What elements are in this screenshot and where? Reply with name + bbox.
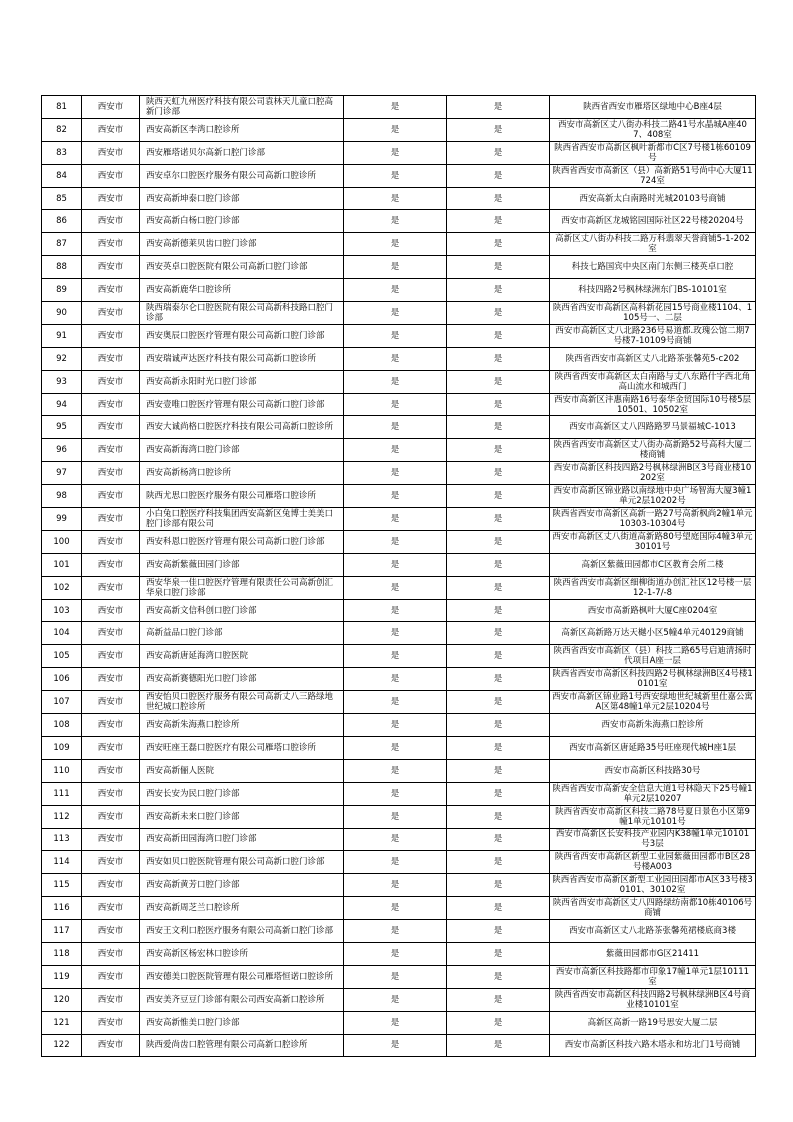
city-cell: 西安市 xyxy=(82,645,140,668)
address-cell: 西安市高新区丈八四路路罗马景福城C-1013 xyxy=(550,416,756,439)
table-row xyxy=(42,714,756,737)
table-row xyxy=(42,1011,756,1034)
address-cell: 陕西省西安市高新区丈八四路绿纺南都10栋40106号商铺 xyxy=(550,897,756,920)
city-cell: 西安市 xyxy=(82,759,140,782)
flag-b-cell: 是 xyxy=(447,691,550,714)
address-cell: 西安市高新区丈八北路236号易道都.玫瑰公馆二期7号楼7-10109号商铺 xyxy=(550,324,756,347)
flag-b-cell: 是 xyxy=(447,279,550,302)
flag-a-cell: 是 xyxy=(344,965,447,988)
city-cell: 西安市 xyxy=(82,851,140,874)
address-cell: 西安市高新区丈八街办科技二路41号水晶城A座407、408室 xyxy=(550,118,756,141)
address-cell: 西安市高新区科技六路木塔永和坊北门1号商铺 xyxy=(550,1034,756,1057)
city-cell: 西安市 xyxy=(82,462,140,485)
table-row xyxy=(42,439,756,462)
table-row xyxy=(42,210,756,233)
clinic-name-cell: 西安奥辰口腔医疗管理有限公司高新口腔门诊部 xyxy=(140,324,344,347)
flag-b-cell: 是 xyxy=(447,233,550,256)
address-cell: 陕西省西安市高新区高新一路27号高新枫尚2幢1单元10303-10304号 xyxy=(550,508,756,531)
flag-b-cell: 是 xyxy=(447,759,550,782)
city-cell: 西安市 xyxy=(82,347,140,370)
table-row xyxy=(42,324,756,347)
row-number-cell: 94 xyxy=(42,393,82,416)
table-row xyxy=(42,508,756,531)
flag-a-cell: 是 xyxy=(344,714,447,737)
city-cell: 西安市 xyxy=(82,805,140,828)
clinic-name-cell: 西安高新鹿华口腔诊所 xyxy=(140,279,344,302)
flag-b-cell: 是 xyxy=(447,324,550,347)
flag-b-cell: 是 xyxy=(447,782,550,805)
city-cell: 西安市 xyxy=(82,691,140,714)
flag-a-cell: 是 xyxy=(344,942,447,965)
clinic-name-cell: 西安高新海湾口腔门诊部 xyxy=(140,439,344,462)
address-cell: 高新区高新一路19号思安大厦二层 xyxy=(550,1011,756,1034)
clinic-table-body xyxy=(42,96,756,1057)
table-row xyxy=(42,622,756,645)
flag-a-cell: 是 xyxy=(344,118,447,141)
clinic-name-cell: 西安美齐豆豆门诊部有限公司西安高新口腔诊所 xyxy=(140,988,344,1011)
flag-b-cell: 是 xyxy=(447,347,550,370)
city-cell: 西安市 xyxy=(82,782,140,805)
table-row xyxy=(42,141,756,164)
city-cell: 西安市 xyxy=(82,1011,140,1034)
address-cell: 紫薇田园都市G区21411 xyxy=(550,942,756,965)
address-cell: 西安市高新区丈八北路茶张馨苑裙楼底商3楼 xyxy=(550,920,756,943)
clinic-name-cell: 西安高新永阳时光口腔门诊部 xyxy=(140,370,344,393)
row-number-cell: 105 xyxy=(42,645,82,668)
row-number-cell: 117 xyxy=(42,920,82,943)
address-cell: 陕西省西安市高新区新型工业园田园都市A区33号楼30101、30102室 xyxy=(550,874,756,897)
flag-a-cell: 是 xyxy=(344,324,447,347)
city-cell: 西安市 xyxy=(82,96,140,119)
row-number-cell: 113 xyxy=(42,828,82,851)
row-number-cell: 91 xyxy=(42,324,82,347)
flag-b-cell: 是 xyxy=(447,851,550,874)
city-cell: 西安市 xyxy=(82,897,140,920)
row-number-cell: 107 xyxy=(42,691,82,714)
table-row xyxy=(42,1034,756,1057)
clinic-name-cell: 陕西瑞泰尔仑口腔医院有限公司高新科技路口腔门诊部 xyxy=(140,302,344,325)
row-number-cell: 96 xyxy=(42,439,82,462)
address-cell: 西安市高新区丈八街道高新路80号望庭国际4幢3单元30101号 xyxy=(550,530,756,553)
flag-a-cell: 是 xyxy=(344,485,447,508)
address-cell: 陕西省西安市高新区高科新花园15号商业楼1104、1105号一、二层 xyxy=(550,302,756,325)
flag-b-cell: 是 xyxy=(447,897,550,920)
table-row xyxy=(42,759,756,782)
address-cell: 陕西省西安市高新区（县）高新路51号尚中心大厦11724室 xyxy=(550,164,756,187)
address-cell: 陕西省西安市高新安全信息大道1号林隐天下25号幢1单元2层10207 xyxy=(550,782,756,805)
flag-b-cell: 是 xyxy=(447,920,550,943)
flag-b-cell: 是 xyxy=(447,393,550,416)
address-cell: 西安市高新区龙城铭园国际社区22号楼20204号 xyxy=(550,210,756,233)
row-number-cell: 95 xyxy=(42,416,82,439)
city-cell: 西安市 xyxy=(82,485,140,508)
row-number-cell: 104 xyxy=(42,622,82,645)
flag-b-cell: 是 xyxy=(447,622,550,645)
clinic-name-cell: 西安壹唯口腔医疗管理有限公司高新口腔门诊部 xyxy=(140,393,344,416)
table-row xyxy=(42,965,756,988)
row-number-cell: 100 xyxy=(42,530,82,553)
flag-a-cell: 是 xyxy=(344,279,447,302)
table-row xyxy=(42,736,756,759)
clinic-name-cell: 高新益品口腔门诊部 xyxy=(140,622,344,645)
flag-b-cell: 是 xyxy=(447,416,550,439)
flag-a-cell: 是 xyxy=(344,622,447,645)
table-row xyxy=(42,279,756,302)
clinic-name-cell: 西安怡贝口腔医疗服务有限公司高新丈八三路绿地世纪城口腔诊所 xyxy=(140,691,344,714)
city-cell: 西安市 xyxy=(82,141,140,164)
table-row xyxy=(42,874,756,897)
city-cell: 西安市 xyxy=(82,965,140,988)
flag-b-cell: 是 xyxy=(447,187,550,210)
flag-b-cell: 是 xyxy=(447,965,550,988)
address-cell: 科技四路2号枫林绿洲东门BS-10101室 xyxy=(550,279,756,302)
address-cell: 高新区丈八街办科技二路万科翡翠天誉商铺5-1-202室 xyxy=(550,233,756,256)
table-row xyxy=(42,782,756,805)
table-row xyxy=(42,851,756,874)
flag-a-cell: 是 xyxy=(344,897,447,920)
clinic-name-cell: 西安长安为民口腔门诊部 xyxy=(140,782,344,805)
clinic-name-cell: 西安高新周芝兰口腔诊所 xyxy=(140,897,344,920)
row-number-cell: 99 xyxy=(42,508,82,531)
row-number-cell: 82 xyxy=(42,118,82,141)
clinic-name-cell: 西安高新文信科创口腔门诊部 xyxy=(140,599,344,622)
address-cell: 陕西省西安市高新区枫叶新都市C区7号楼1栋60109号 xyxy=(550,141,756,164)
table-row xyxy=(42,370,756,393)
flag-b-cell: 是 xyxy=(447,118,550,141)
clinic-name-cell: 西安高新未来口腔门诊部 xyxy=(140,805,344,828)
clinic-name-cell: 西安高新坤泰口腔门诊部 xyxy=(140,187,344,210)
table-row xyxy=(42,691,756,714)
clinic-name-cell: 西安王文利口腔医疗服务有限公司高新口腔门诊部 xyxy=(140,920,344,943)
flag-a-cell: 是 xyxy=(344,187,447,210)
table-row xyxy=(42,530,756,553)
flag-a-cell: 是 xyxy=(344,1011,447,1034)
row-number-cell: 118 xyxy=(42,942,82,965)
clinic-name-cell: 西安如贝口腔医院管理有限公司高新口腔门诊部 xyxy=(140,851,344,874)
table-row xyxy=(42,942,756,965)
clinic-name-cell: 西安高新黄芳口腔门诊部 xyxy=(140,874,344,897)
city-cell: 西安市 xyxy=(82,118,140,141)
table-row xyxy=(42,256,756,279)
flag-b-cell: 是 xyxy=(447,508,550,531)
city-cell: 西安市 xyxy=(82,714,140,737)
table-row xyxy=(42,347,756,370)
row-number-cell: 111 xyxy=(42,782,82,805)
address-cell: 西安市高新路枫叶大厦C座0204室 xyxy=(550,599,756,622)
row-number-cell: 89 xyxy=(42,279,82,302)
row-number-cell: 88 xyxy=(42,256,82,279)
flag-a-cell: 是 xyxy=(344,416,447,439)
city-cell: 西安市 xyxy=(82,164,140,187)
flag-b-cell: 是 xyxy=(447,576,550,599)
city-cell: 西安市 xyxy=(82,187,140,210)
address-cell: 西安市高新区科技四路2号枫林绿洲B区3号商业楼10202室 xyxy=(550,462,756,485)
city-cell: 西安市 xyxy=(82,828,140,851)
city-cell: 西安市 xyxy=(82,736,140,759)
row-number-cell: 102 xyxy=(42,576,82,599)
flag-b-cell: 是 xyxy=(447,988,550,1011)
table-row xyxy=(42,553,756,576)
table-row xyxy=(42,805,756,828)
table-row xyxy=(42,187,756,210)
table-row xyxy=(42,988,756,1011)
flag-b-cell: 是 xyxy=(447,553,550,576)
address-cell: 西安市高新区科技路都市印象17幢1单元1层10111室 xyxy=(550,965,756,988)
table-row xyxy=(42,416,756,439)
table-row xyxy=(42,920,756,943)
flag-a-cell: 是 xyxy=(344,233,447,256)
address-cell: 西安市高新区唐延路35号旺座现代城H座1层 xyxy=(550,736,756,759)
clinic-name-cell: 西安高新唐延海湾口腔医院 xyxy=(140,645,344,668)
city-cell: 西安市 xyxy=(82,233,140,256)
flag-a-cell: 是 xyxy=(344,874,447,897)
clinic-name-cell: 陕西爱尚齿口腔管理有限公司高新口腔诊所 xyxy=(140,1034,344,1057)
flag-b-cell: 是 xyxy=(447,736,550,759)
clinic-name-cell: 西安高新区杨宏林口腔诊所 xyxy=(140,942,344,965)
city-cell: 西安市 xyxy=(82,668,140,691)
row-number-cell: 106 xyxy=(42,668,82,691)
flag-b-cell: 是 xyxy=(447,599,550,622)
row-number-cell: 121 xyxy=(42,1011,82,1034)
address-cell: 西安市高新朱海燕口腔诊所 xyxy=(550,714,756,737)
flag-a-cell: 是 xyxy=(344,210,447,233)
address-cell: 陕西省西安市高新区丈八街办高新路52号高科大厦二楼商铺 xyxy=(550,439,756,462)
flag-a-cell: 是 xyxy=(344,96,447,119)
flag-b-cell: 是 xyxy=(447,828,550,851)
flag-a-cell: 是 xyxy=(344,691,447,714)
clinic-name-cell: 西安高新白杨口腔门诊部 xyxy=(140,210,344,233)
flag-b-cell: 是 xyxy=(447,1034,550,1057)
clinic-name-cell: 西安雁塔诺贝尔高新口腔门诊部 xyxy=(140,141,344,164)
table-row xyxy=(42,462,756,485)
flag-a-cell: 是 xyxy=(344,393,447,416)
clinic-list-page xyxy=(41,95,756,1057)
flag-b-cell: 是 xyxy=(447,462,550,485)
city-cell: 西安市 xyxy=(82,393,140,416)
flag-b-cell: 是 xyxy=(447,530,550,553)
city-cell: 西安市 xyxy=(82,302,140,325)
row-number-cell: 81 xyxy=(42,96,82,119)
city-cell: 西安市 xyxy=(82,576,140,599)
city-cell: 西安市 xyxy=(82,439,140,462)
row-number-cell: 116 xyxy=(42,897,82,920)
flag-a-cell: 是 xyxy=(344,805,447,828)
row-number-cell: 109 xyxy=(42,736,82,759)
row-number-cell: 115 xyxy=(42,874,82,897)
flag-a-cell: 是 xyxy=(344,462,447,485)
row-number-cell: 114 xyxy=(42,851,82,874)
clinic-name-cell: 西安高新朱海燕口腔诊所 xyxy=(140,714,344,737)
address-cell: 陕西省西安市高新区太白南路与丈八东路什字西北角高山流水和城西门 xyxy=(550,370,756,393)
clinic-name-cell: 西安高新俪人医院 xyxy=(140,759,344,782)
flag-a-cell: 是 xyxy=(344,141,447,164)
flag-b-cell: 是 xyxy=(447,942,550,965)
flag-a-cell: 是 xyxy=(344,508,447,531)
flag-b-cell: 是 xyxy=(447,141,550,164)
row-number-cell: 110 xyxy=(42,759,82,782)
flag-a-cell: 是 xyxy=(344,988,447,1011)
clinic-name-cell: 西安高新田园海湾口腔门诊部 xyxy=(140,828,344,851)
clinic-name-cell: 西安华泉一佳口腔医疗管理有限责任公司高新创汇华泉口腔门诊部 xyxy=(140,576,344,599)
row-number-cell: 112 xyxy=(42,805,82,828)
flag-b-cell: 是 xyxy=(447,805,550,828)
city-cell: 西安市 xyxy=(82,256,140,279)
city-cell: 西安市 xyxy=(82,942,140,965)
address-cell: 高新区高新路万达天樾小区5幢4单元40129商铺 xyxy=(550,622,756,645)
flag-a-cell: 是 xyxy=(344,439,447,462)
clinic-name-cell: 小白兔口腔医疗科技集团西安高新区兔博士美美口腔门诊部有限公司 xyxy=(140,508,344,531)
clinic-name-cell: 西安英卓口腔医院有限公司高新口腔门诊部 xyxy=(140,256,344,279)
flag-b-cell: 是 xyxy=(447,1011,550,1034)
row-number-cell: 98 xyxy=(42,485,82,508)
flag-b-cell: 是 xyxy=(447,714,550,737)
address-cell: 西安高新太白南路时光城20103号商铺 xyxy=(550,187,756,210)
address-cell: 陕西省西安市高新区细柳街道办创汇社区12号楼一层12-1-7/-8 xyxy=(550,576,756,599)
clinic-name-cell: 西安旺座王磊口腔医疗有限公司雁塔口腔诊所 xyxy=(140,736,344,759)
clinic-name-cell: 西安高新区李湾口腔诊所 xyxy=(140,118,344,141)
clinic-name-cell: 西安卓尔口腔医疗服务有限公司高新口腔诊所 xyxy=(140,164,344,187)
flag-b-cell: 是 xyxy=(447,256,550,279)
city-cell: 西安市 xyxy=(82,279,140,302)
table-row xyxy=(42,164,756,187)
city-cell: 西安市 xyxy=(82,324,140,347)
clinic-name-cell: 西安高新惟美口腔门诊部 xyxy=(140,1011,344,1034)
flag-a-cell: 是 xyxy=(344,370,447,393)
row-number-cell: 122 xyxy=(42,1034,82,1057)
address-cell: 西安市高新区科技路30号 xyxy=(550,759,756,782)
city-cell: 西安市 xyxy=(82,530,140,553)
city-cell: 西安市 xyxy=(82,988,140,1011)
row-number-cell: 84 xyxy=(42,164,82,187)
flag-b-cell: 是 xyxy=(447,96,550,119)
flag-a-cell: 是 xyxy=(344,576,447,599)
address-cell: 高新区紫薇田园都市C区教育会所二楼 xyxy=(550,553,756,576)
clinic-name-cell: 西安高新赛德阳光口腔门诊部 xyxy=(140,668,344,691)
flag-a-cell: 是 xyxy=(344,530,447,553)
table-row xyxy=(42,485,756,508)
city-cell: 西安市 xyxy=(82,416,140,439)
flag-a-cell: 是 xyxy=(344,759,447,782)
table-row xyxy=(42,828,756,851)
flag-a-cell: 是 xyxy=(344,164,447,187)
row-number-cell: 108 xyxy=(42,714,82,737)
city-cell: 西安市 xyxy=(82,210,140,233)
clinic-name-cell: 陕西尤思口腔医疗服务有限公司雁塔口腔诊所 xyxy=(140,485,344,508)
city-cell: 西安市 xyxy=(82,370,140,393)
row-number-cell: 92 xyxy=(42,347,82,370)
flag-b-cell: 是 xyxy=(447,439,550,462)
city-cell: 西安市 xyxy=(82,599,140,622)
row-number-cell: 119 xyxy=(42,965,82,988)
address-cell: 陕西省西安市雁塔区绿地中心B座4层 xyxy=(550,96,756,119)
flag-a-cell: 是 xyxy=(344,347,447,370)
row-number-cell: 86 xyxy=(42,210,82,233)
clinic-name-cell: 西安科恩口腔医疗管理有限公司高新口腔门诊部 xyxy=(140,530,344,553)
clinic-name-cell: 西安瑞诚声达医疗科技有限公司高新口腔诊所 xyxy=(140,347,344,370)
clinic-name-cell: 西安高新紫薇田园门诊部 xyxy=(140,553,344,576)
clinic-table xyxy=(41,95,756,1057)
city-cell: 西安市 xyxy=(82,508,140,531)
address-cell: 陕西省西安市高新区丈八北路茶张馨苑5-c202 xyxy=(550,347,756,370)
city-cell: 西安市 xyxy=(82,1034,140,1057)
city-cell: 西安市 xyxy=(82,553,140,576)
flag-a-cell: 是 xyxy=(344,645,447,668)
city-cell: 西安市 xyxy=(82,920,140,943)
table-row xyxy=(42,668,756,691)
row-number-cell: 90 xyxy=(42,302,82,325)
row-number-cell: 103 xyxy=(42,599,82,622)
flag-b-cell: 是 xyxy=(447,370,550,393)
table-row xyxy=(42,645,756,668)
table-row xyxy=(42,118,756,141)
flag-b-cell: 是 xyxy=(447,645,550,668)
flag-a-cell: 是 xyxy=(344,920,447,943)
table-row xyxy=(42,233,756,256)
address-cell: 陕西省西安市高新区科技二路78号夏日景色小区第9幢1单元10101号 xyxy=(550,805,756,828)
table-row xyxy=(42,599,756,622)
flag-a-cell: 是 xyxy=(344,668,447,691)
address-cell: 陕西省西安市高新区新型工业园紫薇田园都市B区28号楼A003 xyxy=(550,851,756,874)
flag-b-cell: 是 xyxy=(447,874,550,897)
address-cell: 科技七路国宾中央区南门东侧三楼英卓口腔 xyxy=(550,256,756,279)
flag-a-cell: 是 xyxy=(344,828,447,851)
flag-a-cell: 是 xyxy=(344,736,447,759)
table-row xyxy=(42,96,756,119)
clinic-name-cell: 西安高新德莱贝齿口腔门诊部 xyxy=(140,233,344,256)
clinic-name-cell: 西安大诚尚格口腔医疗科技有限公司高新口腔诊所 xyxy=(140,416,344,439)
address-cell: 西安市高新区锦业路以南绿地中央广场智海大厦3幢1单元2层10202号 xyxy=(550,485,756,508)
address-cell: 西安市高新区长安科技产业园内K38幢1单元10101号3层 xyxy=(550,828,756,851)
address-cell: 西安市高新区沣惠南路16号泰华金贸国际10号楼5层10501、10502室 xyxy=(550,393,756,416)
flag-a-cell: 是 xyxy=(344,851,447,874)
clinic-name-cell: 陕西天虹九州医疗科技有限公司袁林天儿童口腔高新门诊部 xyxy=(140,96,344,119)
flag-b-cell: 是 xyxy=(447,485,550,508)
flag-a-cell: 是 xyxy=(344,1034,447,1057)
row-number-cell: 120 xyxy=(42,988,82,1011)
table-row xyxy=(42,897,756,920)
flag-a-cell: 是 xyxy=(344,256,447,279)
table-row xyxy=(42,393,756,416)
address-cell: 西安市高新区锦业路1号西安绿地世纪城新里仕嘉公寓A区第48幢1单元2层10204号 xyxy=(550,691,756,714)
clinic-name-cell: 西安德美口腔医院管理有限公司雁塔恒诺口腔诊所 xyxy=(140,965,344,988)
flag-b-cell: 是 xyxy=(447,302,550,325)
table-row xyxy=(42,576,756,599)
row-number-cell: 85 xyxy=(42,187,82,210)
address-cell: 陕西省西安市高新区科技四路2号枫林绿洲B区4号楼10101室 xyxy=(550,668,756,691)
flag-b-cell: 是 xyxy=(447,164,550,187)
address-cell: 陕西省西安市高新区科技四路2号枫林绿洲B区4号商业楼10101室 xyxy=(550,988,756,1011)
row-number-cell: 87 xyxy=(42,233,82,256)
flag-b-cell: 是 xyxy=(447,210,550,233)
address-cell: 陕西省西安市高新区（县）科技二路65号启迪清扬时代项目A座一层 xyxy=(550,645,756,668)
table-row xyxy=(42,302,756,325)
flag-a-cell: 是 xyxy=(344,553,447,576)
row-number-cell: 101 xyxy=(42,553,82,576)
row-number-cell: 97 xyxy=(42,462,82,485)
flag-b-cell: 是 xyxy=(447,668,550,691)
row-number-cell: 83 xyxy=(42,141,82,164)
city-cell: 西安市 xyxy=(82,622,140,645)
clinic-name-cell: 西安高新杨湾口腔诊所 xyxy=(140,462,344,485)
row-number-cell: 93 xyxy=(42,370,82,393)
flag-a-cell: 是 xyxy=(344,782,447,805)
city-cell: 西安市 xyxy=(82,874,140,897)
flag-a-cell: 是 xyxy=(344,599,447,622)
flag-a-cell: 是 xyxy=(344,302,447,325)
